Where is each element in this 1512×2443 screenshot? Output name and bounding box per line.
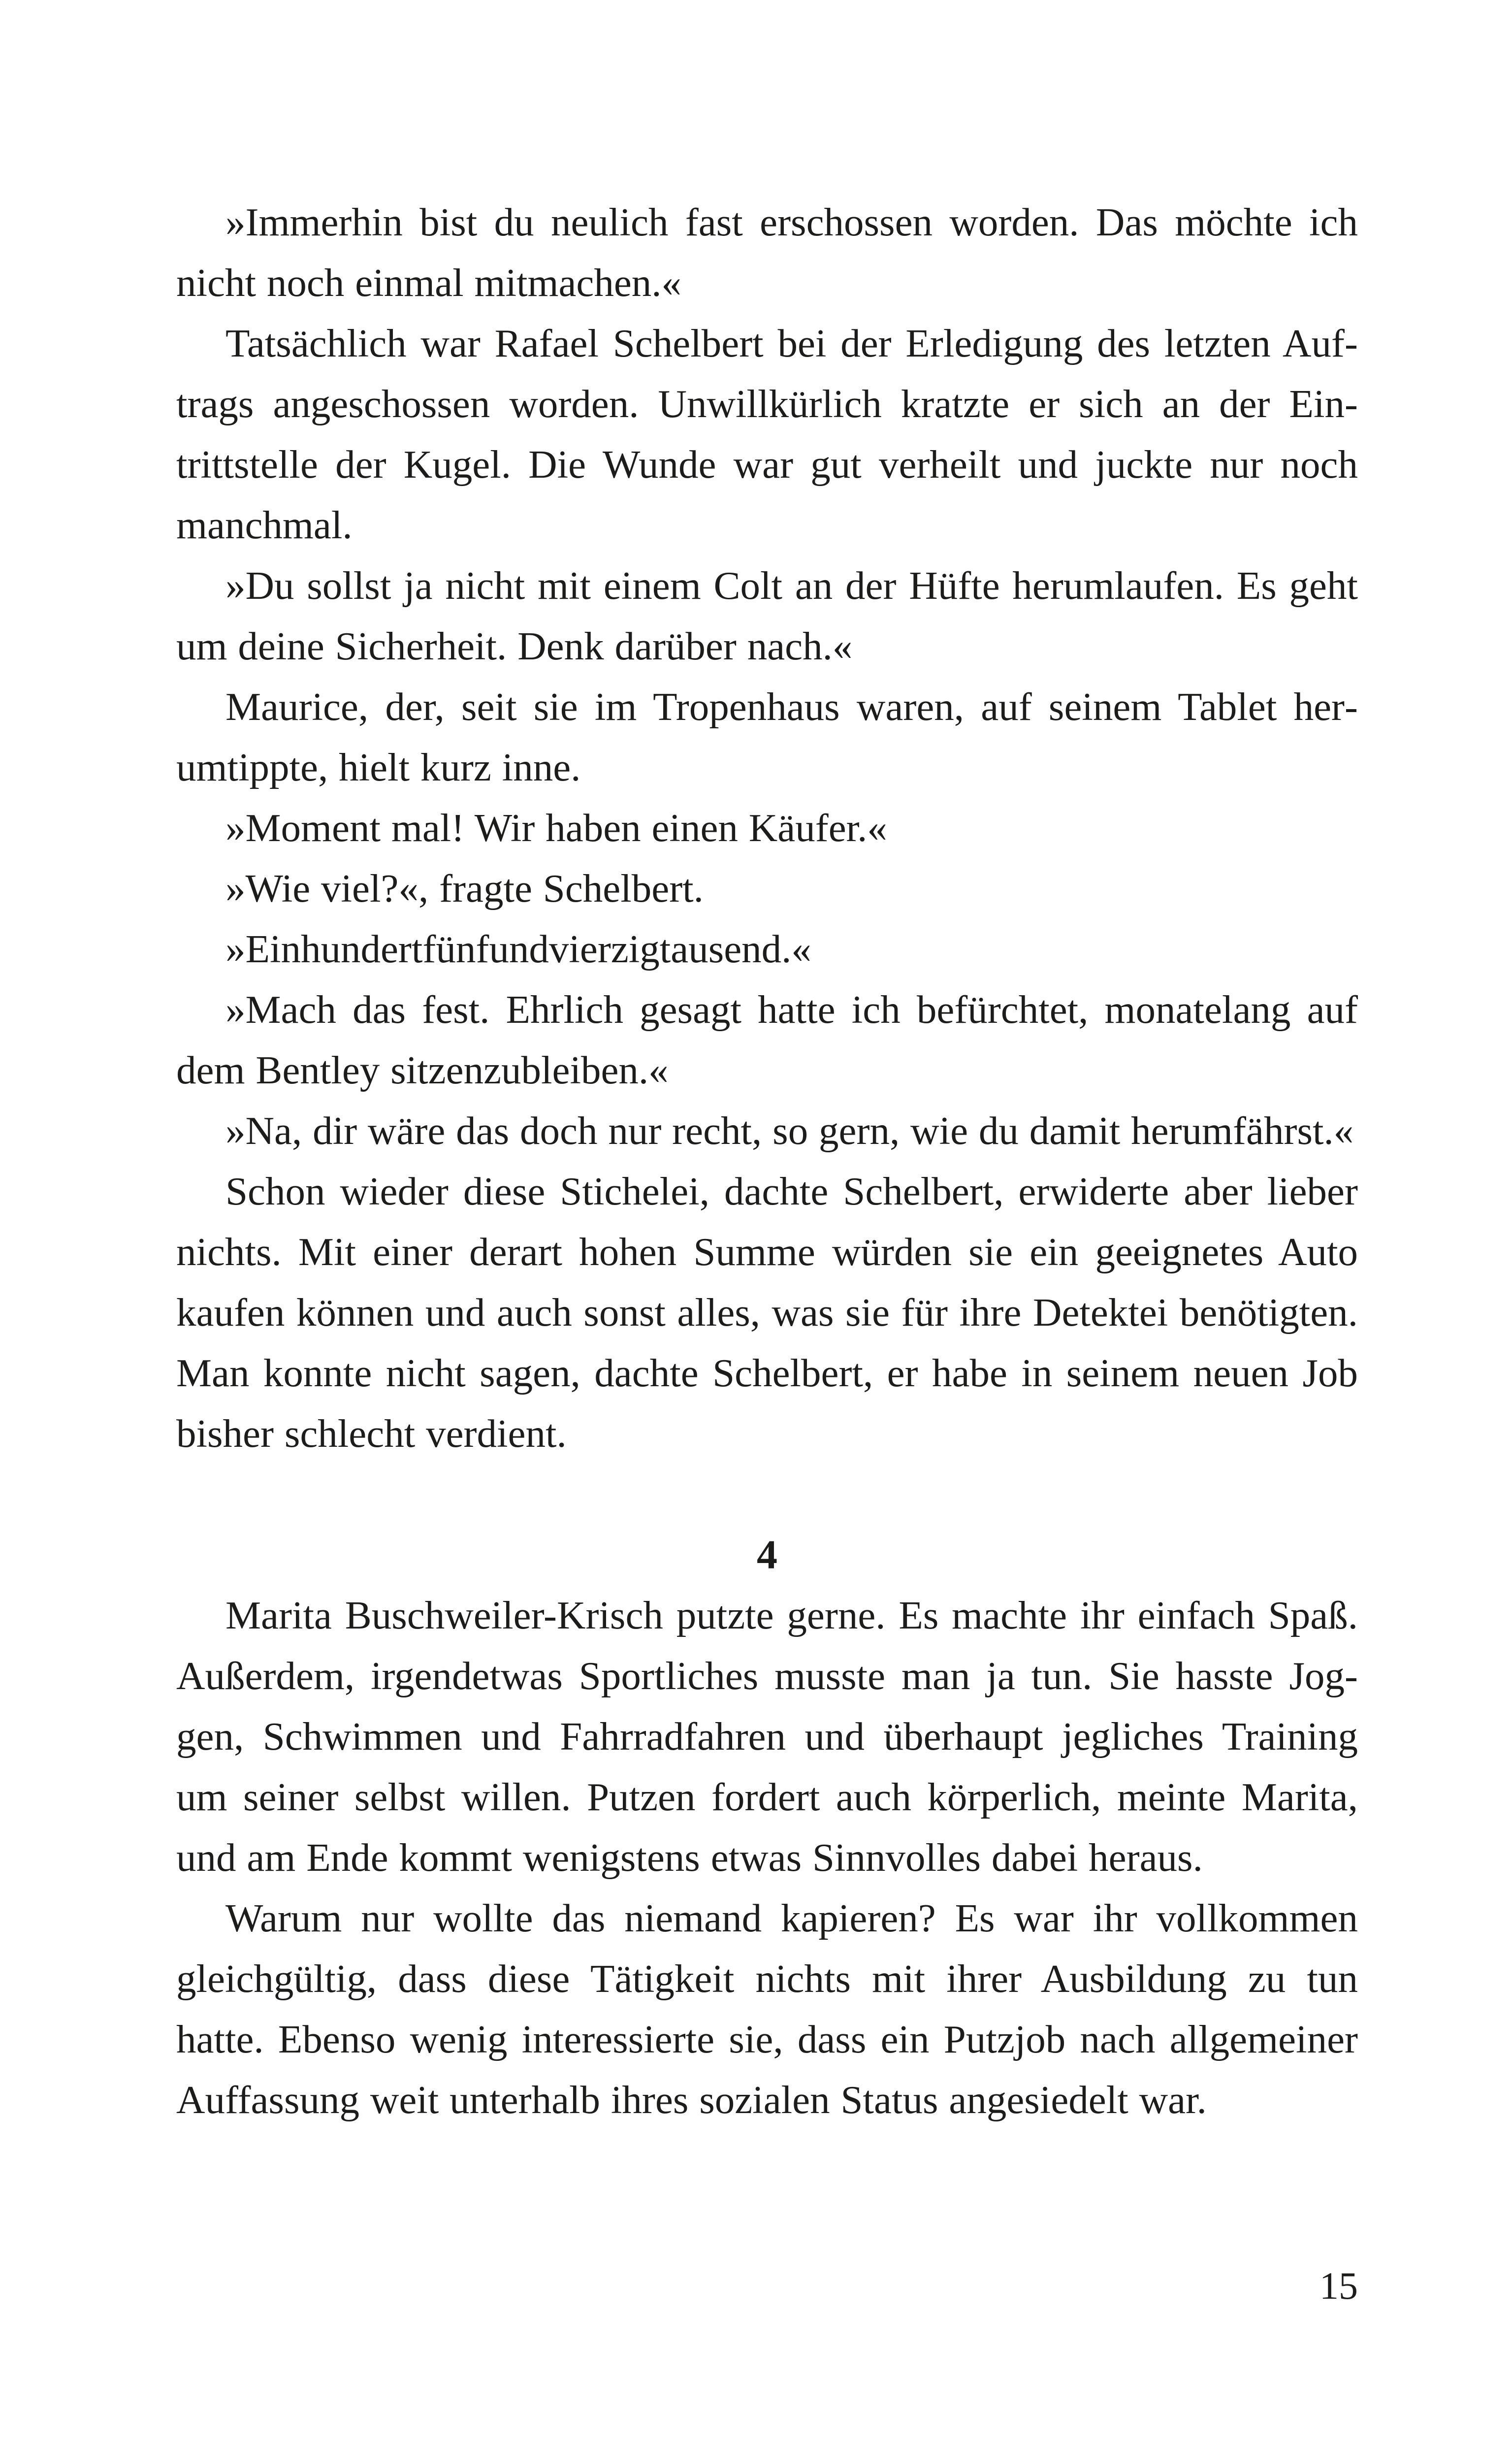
page-number: 15 [1319, 2264, 1358, 2307]
paragraph: »Immerhin bist du neulich fast erschossen worden. Das möchte ich nicht noch einmal mitmachen.« [176, 200, 1358, 305]
paragraph: Schon wieder diese Stichelei, dachte Schelbert, erwiderte aber lieber nichts. Mit einer derart hohen Summe würden sie ein geeignetes Auto kaufen können und auch sonst alles, was sie für ihre Detektei benötigten. Man konnte nicht sagen, dachte Schelbert, er habe in seinem neuen Job bisher schlecht verdient. [176, 1169, 1358, 1456]
paragraph: »Na, dir wäre das doch nur recht, so gern, wie du damit herumfährst.« [225, 1108, 1354, 1153]
paragraph: Warum nur wollte das niemand kapieren? Es war ihr vollkommen gleichgültig, dass diese Tätigkeit nichts mit ihrer Ausbildung zu tun hatte. Ebenso wenig interessierte sie, dass ein Putzjob nach allgemeiner Auffassung weit unterhalb ihres sozialen Status angesiedelt war. [176, 1896, 1358, 2122]
text-block [176, 192, 1358, 2130]
paragraph: »Einhundertfünfundvierzigtausend.« [225, 927, 811, 971]
paragraph: »Mach das fest. Ehrlich gesagt hatte ich befürchtet, monatelang auf dem Bentley sitzenzubleiben.« [176, 987, 1358, 1092]
paragraph: »Wie viel?«, fragte Schelbert. [225, 866, 704, 911]
paragraph: Marita Buschweiler-Krisch putzte gerne. Es machte ihr einfach Spaß. Außerdem, irgendetwas Sportliches musste man ja tun. Sie hasste Joggen, Schwimmen und Fahrradfahren und überhaupt jegliches Training um seiner selbst willen. Putzen fordert auch körperlich, meinte Marita, und am Ende kommt wenigstens etwas Sinnvolles dabei heraus. [176, 1593, 1358, 1880]
paragraph: »Du sollst ja nicht mit einem Colt an der Hüfte herumlaufen. Es geht um deine Sicherheit. Denk darüber nach.« [176, 563, 1358, 668]
paragraph: Maurice, der, seit sie im Tropenhaus waren, auf seinem Tablet herumtippte, hielt kurz inne. [176, 684, 1358, 789]
paragraph: Tatsächlich war Rafael Schelbert bei der Erledigung des letzten Auftrags angeschossen worden. Unwillkürlich kratzte er sich an der Eintrittstelle der Kugel. Die Wunde war gut verheilt und juckte nur noch manchmal. [176, 321, 1358, 547]
paragraph: »Moment mal! Wir haben einen Käufer.« [225, 806, 887, 850]
chapter-heading: 4 [757, 1532, 777, 1578]
